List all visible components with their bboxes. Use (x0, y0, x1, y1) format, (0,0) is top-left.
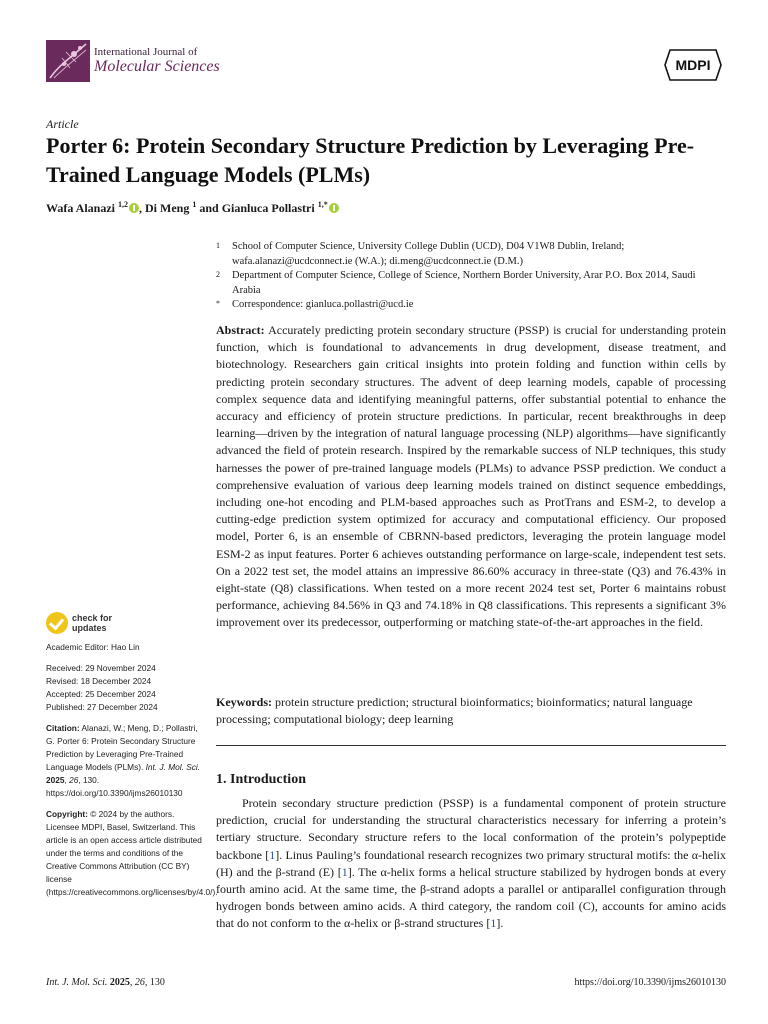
article-info-sidebar (46, 641, 218, 899)
citation-volume: 26 (69, 775, 79, 785)
footer-citation: Int. J. Mol. Sci. 2025, 26, 130 (46, 977, 165, 988)
article-title: Porter 6: Protein Secondary Structure Prediction by Leveraging Pre-Trained Language Models (PLMs) (46, 133, 695, 187)
check-updates-line2: updates (72, 623, 107, 633)
mdpi-logo[interactable] (664, 48, 722, 82)
footer-volume: 26 (134, 977, 145, 988)
author-separator: and (196, 201, 222, 215)
copyright-text: © 2024 by the authors. Licensee MDPI, Basel, Switzerland. This article is an open access article distributed under the terms and conditions of the Creative Commons Attribution (CC BY) license (https://creativecommons.org/licenses/by/4.0/). (46, 809, 218, 897)
citation-text: Alanazi, W.; Meng, D.; Pollastri, G. Porter 6: Protein Secondary Structure Prediction by Leveraging Pre-Trained Language Models (PLMs). (46, 723, 198, 772)
section-heading-introduction: 1. Introduction (216, 772, 306, 787)
copyright-block (46, 808, 218, 899)
author-name[interactable]: Gianluca Pollastri (221, 201, 315, 215)
date-accepted: Accepted: 25 December 2024 (46, 689, 156, 699)
citation-journal: Int. J. Mol. Sci. (145, 762, 201, 772)
publisher-name: MDPI (675, 57, 711, 73)
check-for-updates-badge[interactable] (46, 612, 112, 634)
author-affiliation-mark: 1,2 (118, 200, 129, 209)
orcid-icon[interactable] (329, 203, 339, 213)
citation-doi[interactable]: , 130. https://doi.org/10.3390/ijms26010130 (46, 775, 183, 798)
check-for-updates-text (72, 613, 112, 633)
author-affiliation-mark: 1,* (317, 200, 328, 209)
author-name[interactable]: Wafa Alanazi (46, 201, 116, 215)
abstract-label: Abstract: (216, 323, 265, 337)
intro-text: ]. (496, 916, 504, 931)
intro-text: ]. Linus Pauling’s foundational research recognizes two primary structural motifs: the α-helix (H) and the β-strand (E) [ (216, 847, 726, 879)
abstract-text: Accurately predicting protein secondary structure (PSSP) is crucial for understanding protein function, which is foundational to advancements in drug development, disease treatment, and biotechnology. Researchers gain critical insights into protein folding and function within cells by predicting protein secondary structures. The advent of deep learning models, capable of processing complex sequence data and identifying meaningful patterns, offer substantial potential to enhance the accuracy and efficiency of protein structure predictions. In particular, recent breakthroughs in deep learning—driven by the integration of natural language processing (NLP) algorithms—have significantly advanced the field of protein research. Inspired by the remarkable success of NLP techniques, this study harnesses the power of pre-trained language models (PLMs) to advance PSSP prediction. We conduct a comprehensive evaluation of various deep learning models trained on distinct sequence embeddings, including one-hot encoding and PLM-based approaches such as ProtTrans and ESM-2, to develop a cutting-edge prediction system optimized for accuracy and computational efficiency. Our proposed model, Porter 6, is an ensemble of CBRNN-based predictors, leveraging the protein language model ESM-2 as input features. Porter 6 achieves outstanding performance on large-scale, independent test sets. On a 2022 test set, the model attains an impressive 86.60% accuracy in three-state (Q3) and 76.43% in eight-state (Q8) classifications. When tested on a more recent 2024 test set, Porter 6 maintains robust performance, achieving 84.56% in Q3 and 74.18% in Q8 classifications. This represents a significant 3% improvement over its predecessor, outperforming or matching state-of-the-art approaches in the field. (216, 323, 726, 630)
footer-year: 2025 (109, 977, 130, 988)
affiliation-item (216, 298, 726, 313)
orcid-icon[interactable] (129, 203, 139, 213)
keywords-label: Keywords: (216, 695, 272, 709)
citation-link[interactable]: 1 (269, 847, 276, 862)
affiliation-item (216, 240, 726, 269)
affiliation-item (216, 269, 726, 298)
journal-name (94, 46, 220, 76)
date-revised: Revised: 18 December 2024 (46, 676, 152, 686)
footer-doi-link[interactable]: https://doi.org/10.3390/ijms26010130 (574, 977, 726, 988)
affiliation-mark: * (216, 299, 220, 308)
introduction-paragraph (216, 795, 726, 933)
affiliation-text: Correspondence: gianluca.pollastri@ucd.ie (232, 299, 414, 310)
keywords-text: protein structure prediction; structural bioinformatics; bioinformatics; natural language processing; computational biology; deep learning (216, 695, 693, 727)
affiliation-text: Department of Computer Science, College of Science, Northern Border University, Arar P.O. Box 2014, Saudi Arabia (232, 270, 696, 296)
author-separator: , (139, 201, 146, 215)
journal-name-line2: Molecular Sciences (94, 58, 220, 76)
journal-emblem-icon (46, 40, 90, 82)
check-updates-line1: check for (72, 613, 113, 623)
affiliations (216, 240, 726, 313)
author-name[interactable]: Di Meng (145, 201, 190, 215)
affiliation-mark: 2 (216, 270, 220, 279)
keywords (216, 694, 726, 728)
article-type: Article (46, 117, 79, 131)
author-affiliation-mark: 1 (192, 200, 197, 209)
footer-journal: Int. J. Mol. Sci. (46, 977, 108, 988)
citation-year: 2025 (46, 775, 65, 785)
affiliation-mark: 1 (216, 241, 220, 250)
citation-link[interactable]: 1 (490, 916, 497, 931)
intro-text: ]. The α-helix forms a helical structure stabilized by hydrogen bonds at every fourth amino acid. At the same time, the β-strand adopts a parallel or antiparallel configuration through hydrogen bonds between amino acids. A third category, the random coil (C), accounts for amino acids that do not conform to the α-helix or β-strand structures [ (216, 864, 726, 931)
author-list (46, 200, 339, 216)
citation-link[interactable]: 1 (341, 864, 348, 879)
checkmark-icon (46, 612, 68, 634)
date-published: Published: 27 December 2024 (46, 702, 158, 712)
citation-label: Citation: (46, 723, 80, 733)
journal-name-line1: International Journal of (94, 46, 198, 59)
footer-page: , 130 (144, 977, 165, 988)
copyright-label: Copyright: (46, 809, 88, 819)
affiliation-text: School of Computer Science, University College Dublin (UCD), D04 V1W8 Dublin, Ireland; wafa.alanazi@ucdconnect.ie (W.A.); di.meng@ucdconnect.ie (D.M.) (232, 241, 625, 267)
academic-editor: Academic Editor: Hao Lin (46, 642, 140, 652)
section-divider (216, 745, 726, 746)
date-received: Received: 29 November 2024 (46, 663, 156, 673)
citation-block: Citation: Alanazi, W.; Meng, D.; Pollastri, G. Porter 6: Protein Secondary Structure Prediction by Leveraging Pre-Trained Language Models (PLMs). Int. J. Mol. Sci. 2025, 26, 130. https://doi.org/10.3390/ijms26010130 (46, 723, 201, 798)
abstract (216, 322, 726, 632)
journal-logo[interactable] (46, 40, 220, 82)
intro-text: Protein secondary structure prediction (PSSP) is a fundamental component of protein structure prediction, crucial for understanding the structural characteristics necessary for inferring a protein’s tertiary structure. Secondary structure refers to the local conformation of the protein’s polypeptide backbone [ (216, 796, 726, 862)
